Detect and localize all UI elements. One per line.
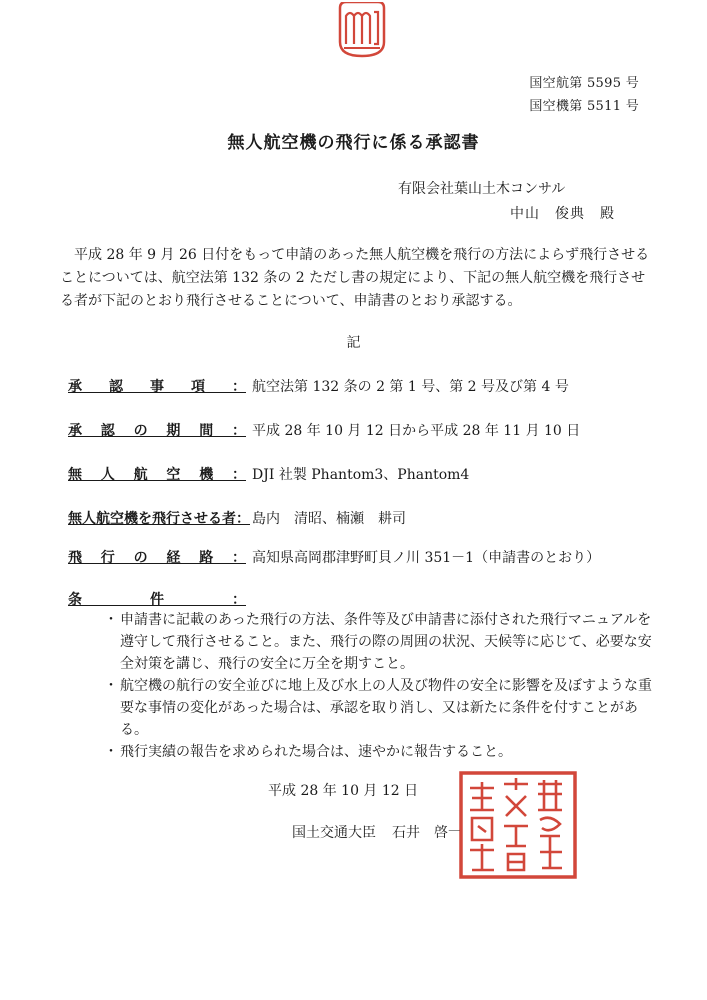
top-seal-stamp — [336, 2, 388, 58]
condition-item — [104, 741, 664, 763]
field-value: DJI 社製 Phantom3、Phantom4 — [252, 467, 470, 483]
conditions-list — [104, 609, 664, 763]
field-pilots — [68, 508, 668, 528]
field-value: 航空法第 132 条の 2 第 1 号、第 2 号及び第 4 号 — [252, 379, 569, 395]
bullet: ・ — [104, 744, 118, 760]
issue-date: 平成 28 年 10 月 12 日 — [268, 783, 419, 799]
bullet: ・ — [104, 612, 118, 628]
field-label: 飛行の経路： — [68, 550, 246, 566]
signer-title: 国土交通大臣 — [292, 825, 376, 841]
field-value: 島内 清昭、楠瀬 耕司 — [252, 511, 406, 527]
document-number-1: 国空航第 5595 号 — [529, 76, 639, 91]
field-value: 高知県高岡郡津野町貝ノ川 351－1（申請書のとおり） — [252, 550, 601, 566]
document-title: 無人航空機の飛行に係る承認書 — [227, 133, 480, 153]
ki-heading: 記 — [346, 335, 361, 351]
official-seal-stamp — [458, 770, 578, 880]
signer — [292, 822, 462, 842]
condition-item — [104, 675, 664, 741]
field-label: 無人航空機を飛行させる者： — [68, 511, 250, 527]
addressee-name: 中山 俊典 殿 — [510, 206, 615, 222]
condition-text: 申請書に記載のあった飛行の方法、条件等及び申請書に添付された飛行マニュアルを遵守して飛行させること。また、飛行の際の周囲の状況、天候等に応じて、必要な安全対策を講じ、飛行の安全に万全を期すこと。 — [120, 612, 652, 672]
signer-name: 石井 啓一 — [392, 825, 462, 841]
condition-item — [104, 609, 664, 675]
field-flight-route — [68, 547, 668, 567]
condition-text: 航空機の航行の安全並びに地上及び水上の人及び物件の安全に影響を及ぼすような重要な事情の変化があった場合は、承認を取り消し、又は新たに条件を付すことがある。 — [120, 678, 652, 738]
intro-paragraph: 平成 28 年 9 月 26 日付をもって申請のあった無人航空機を飛行の方法によらず飛行させることについては、航空法第 132 条の 2 ただし書の規定により、下記の無人航空機を飛行させる者が下記のとおり飛行させることについて、申請書のとおり承認する。 — [60, 247, 650, 309]
condition-text: 飛行実績の報告を求められた場合は、速やかに報告すること。 — [120, 744, 512, 760]
bullet: ・ — [104, 678, 118, 694]
document-number-2: 国空機第 5511 号 — [529, 99, 639, 114]
field-label: 承認事項： — [68, 379, 246, 395]
field-label: 無人航空機： — [68, 467, 246, 483]
field-conditions — [68, 589, 668, 609]
field-value: 平成 28 年 10 月 12 日から平成 28 年 11 月 10 日 — [252, 423, 581, 439]
field-label: 承認の期間： — [68, 423, 246, 439]
field-label: 条件： — [68, 592, 246, 608]
addressee-company: 有限会社葉山土木コンサル — [398, 181, 566, 197]
field-approval-items — [68, 376, 668, 396]
field-approval-period — [68, 420, 668, 440]
field-aircraft — [68, 464, 668, 484]
